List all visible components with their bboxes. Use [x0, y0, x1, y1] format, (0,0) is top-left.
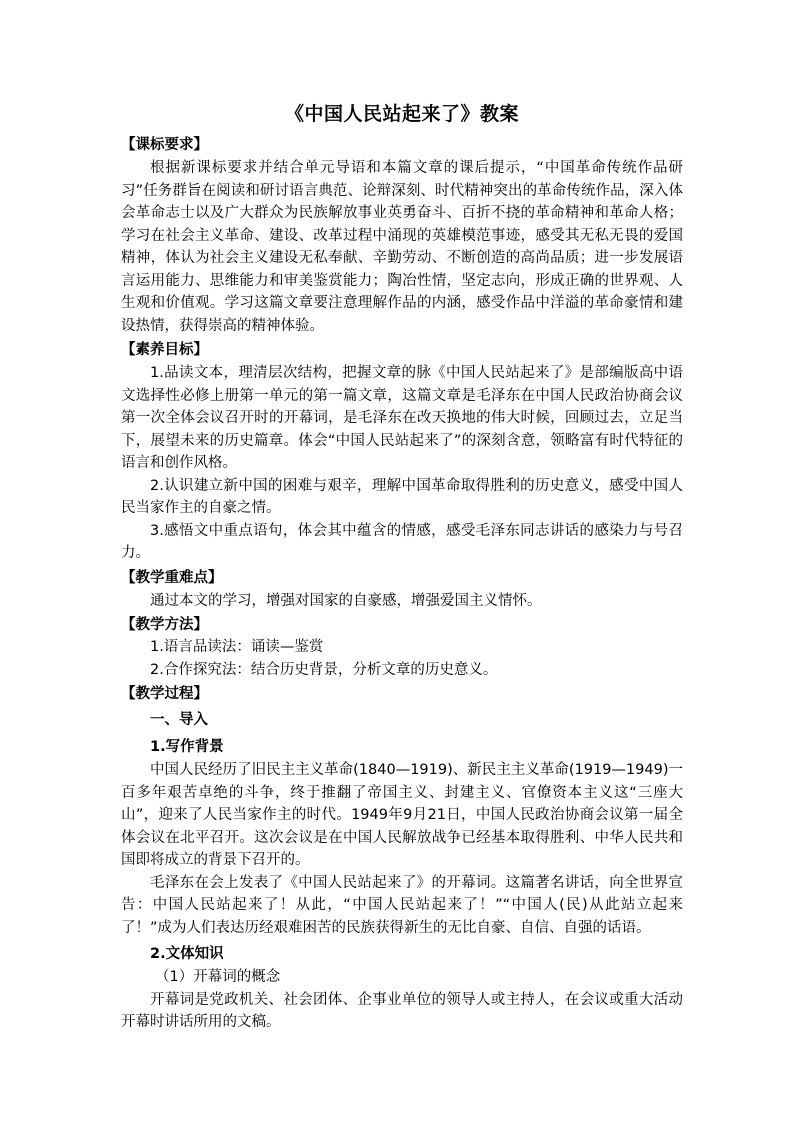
background-paragraph-1: 中国人民经历了旧民主主义革命(1840—1919)、新民主主义革命(1919—1949)一百多年艰苦卓绝的斗争，终于推翻了帝国主义、封建主义、官僚资本主义这“三座大山”，迎来了人民当家作主的时代。1949年9月21日，中国人民政治协商会议第一届全体会议在北平召开。这次会议是在中国人民解放战争已经基本取得胜利、中华人民共和国即将成立的背景下召开的。: [121, 762, 683, 868]
genre-item-1: （1）开幕词的概念: [155, 969, 281, 985]
method-item-2: 2.合作探究法：结合历史背景，分析文章的历史意义。: [150, 661, 498, 678]
process-sub1-title: 1.写作背景: [150, 739, 224, 755]
section-heading-process: 【教学过程】: [121, 686, 208, 702]
curriculum-paragraph: 根据新课标要求并结合单元导语和本篇文章的课后提示，“中国革命传统作品研习”任务群旨在阅读和研讨语言典范、论辩深刻、时代精神突出的革命传统作品，深入体会革命志士以及广大群众为民族解放事业英勇奋斗、百折不挠的革命精神和革命人格；学习在社会主义革命、建设、改革过程中涌现的英雄模范事迹，感受其无私无畏的爱国精神，体认为社会主义建设无私奉献、辛勤劳动、不断创造的高尚品质；进一步发展语言运用能力、思维能力和审美鉴赏能力；陶冶性情，坚定志向，形成正确的世界观、人生观和价值观。学习这篇文章要注意理解作品的内涵，感受作品中洋溢的革命豪情和建设热情，获得崇高的精神体验。: [121, 160, 683, 334]
document-title: 《中国人民站起来了》教案: [284, 103, 519, 125]
background-paragraph-2: 毛泽东在会上发表了《中国人民站起来了》的开幕词。这篇著名讲话，向全世界宣告：中国人民站起来了！从此，“中国人民站起来了！”“中国人(民)从此站立起来了！”成为人们表达历经艰难困苦的民族获得新生的无比自豪、自信、自强的话语。: [121, 874, 683, 936]
document-page: [121, 101, 683, 1034]
section-heading-methods: 【教学方法】: [121, 617, 208, 633]
keypoints-paragraph: 通过本文的学习，增强对国家的自豪感，增强爱国主义情怀。: [150, 592, 542, 609]
section-heading-literacy: 【素养目标】: [121, 342, 208, 358]
literacy-item-1: 1.品读文本，理清层次结构，把握文章的脉《中国人民站起来了》是部编版高中语文选择性必修上册第一单元的第一篇文章，这篇文章是毛泽东在中国人民政治协商会议第一次全体会议召开时的开幕词，是毛泽东在改天换地的伟大时候，回顾过去，立足当下，展望未来的历史篇章。体会“中国人民站起来了”的深刻含意，领略富有时代特征的语言和创作风格。: [121, 365, 683, 471]
section-heading-curriculum: 【课标要求】: [121, 137, 208, 153]
process-part1-title: 一、导入: [150, 712, 208, 728]
method-item-1: 1.语言品读法：诵读—鉴赏: [150, 639, 324, 655]
literacy-item-3: 3.感悟文中重点语句，体会其中蕴含的情感，感受毛泽东同志讲话的感染力与号召力。: [121, 522, 683, 561]
literacy-item-2: 2.认识建立新中国的困难与艰辛，理解中国革命取得胜利的历史意义，感受中国人民当家作主的自豪之情。: [121, 477, 683, 516]
section-heading-keypoints: 【教学重难点】: [121, 569, 223, 586]
genre-paragraph: 开幕词是党政机关、社会团体、企事业单位的领导人或主持人，在会议或重大活动开幕时讲话所用的文稿。: [121, 991, 683, 1030]
process-sub2-title: 2.文体知识: [150, 946, 224, 962]
